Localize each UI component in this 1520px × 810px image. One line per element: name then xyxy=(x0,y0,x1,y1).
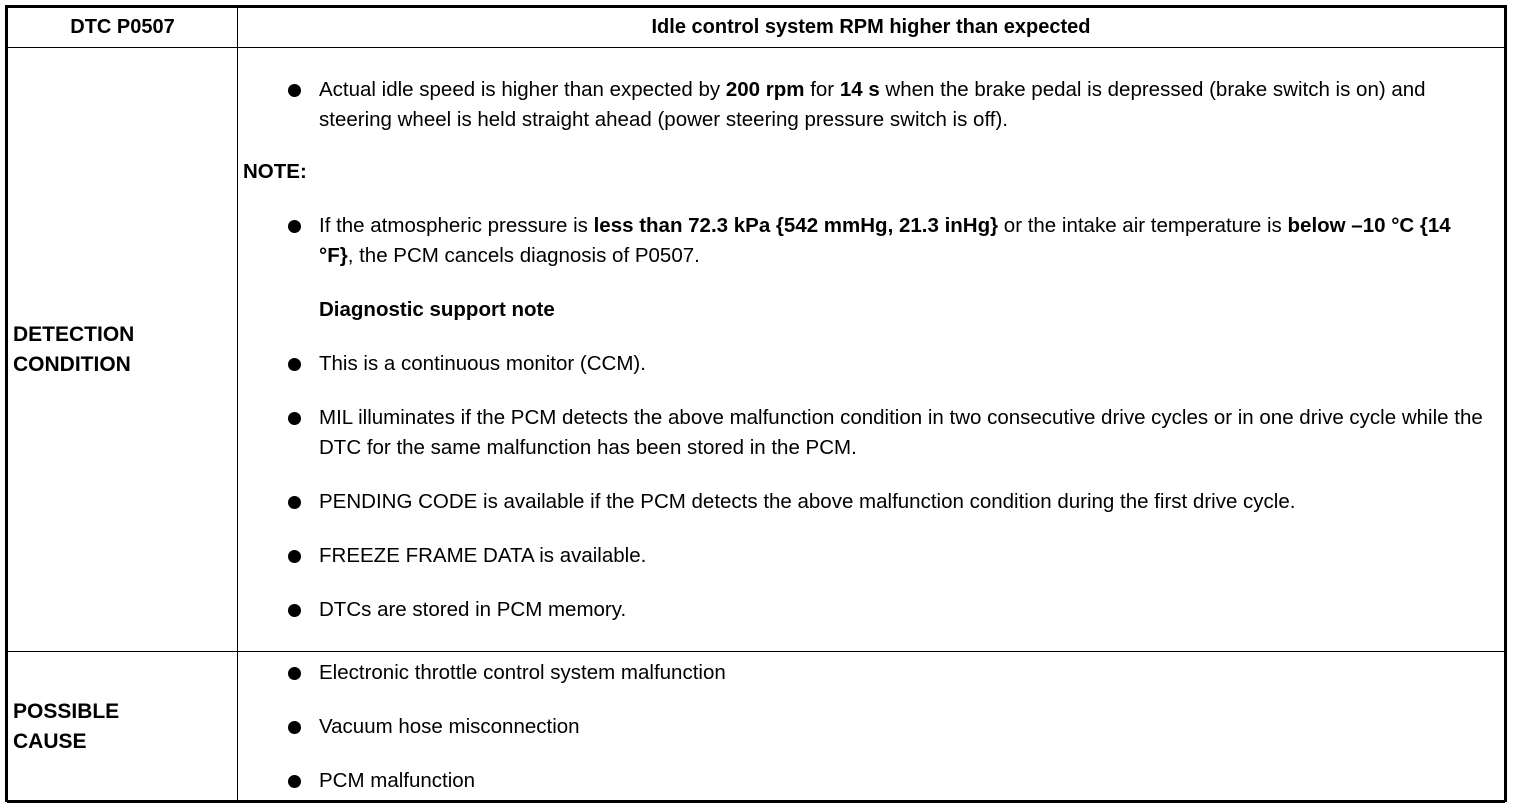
dtc-title-cell: Idle control system RPM higher than expected xyxy=(238,8,1505,48)
bullet-dot-icon xyxy=(288,604,301,617)
support-item-text: FREEZE FRAME DATA is available. xyxy=(319,543,647,567)
support-item xyxy=(243,403,1484,463)
possible-cause-label-cell xyxy=(8,652,238,803)
possible-cause-content-cell xyxy=(238,652,1505,803)
possible-cause-label-line1: POSSIBLE xyxy=(13,700,120,723)
detection-row xyxy=(8,48,1505,652)
cause-item xyxy=(243,712,1484,742)
support-item xyxy=(243,349,1484,379)
support-note-heading: Diagnostic support note xyxy=(319,297,555,321)
bold-fragment: below –10 °C {14 °F} xyxy=(319,213,1451,267)
detection-label-line1: DETECTION xyxy=(13,322,135,346)
detection-content-cell xyxy=(238,48,1505,652)
bullet-dot-icon xyxy=(288,84,301,97)
possible-cause-row xyxy=(8,652,1505,803)
header-row xyxy=(8,8,1505,48)
cause-item xyxy=(243,766,1484,796)
cause-item-text: PCM malfunction xyxy=(319,769,476,792)
support-item-text: MIL illuminates if the PCM detects the above malfunction condition in two consecutive drive cycles or in one drive cycle while the DTC for the same malfunction has been stored in the PCM. xyxy=(319,405,1483,459)
note-label: NOTE: xyxy=(243,159,307,183)
dtc-table-frame xyxy=(5,5,1507,802)
bullet-dot-icon xyxy=(288,412,301,425)
support-item-text: DTCs are stored in PCM memory. xyxy=(319,597,627,621)
text-fragment: when the brake pedal is depressed (brake switch is on) and steering wheel is held straight ahead (power steering pressure switch is off). xyxy=(319,77,1426,131)
bold-fragment: 200 rpm xyxy=(725,77,805,101)
detection-bullet-1 xyxy=(243,75,1484,135)
bullet-dot-icon xyxy=(288,220,301,233)
support-item xyxy=(243,487,1484,517)
bullet-dot-icon xyxy=(288,721,301,734)
bullet-dot-icon xyxy=(288,550,301,563)
bold-fragment: less than 72.3 kPa {542 mmHg, 21.3 inHg} xyxy=(593,213,999,237)
dtc-code-cell: DTC P0507 xyxy=(8,8,238,48)
text-fragment: or the intake air temperature is xyxy=(998,213,1288,237)
text-fragment: If the atmospheric pressure is xyxy=(319,213,594,237)
dtc-table xyxy=(7,7,1505,803)
cause-item xyxy=(243,658,1484,688)
detection-bullet-2 xyxy=(243,211,1484,271)
detection-label-line2: CONDITION xyxy=(13,352,131,376)
detection-label-cell xyxy=(8,48,238,652)
support-item-text: PENDING CODE is available if the PCM detects the above malfunction condition during the first drive cycle. xyxy=(319,489,1296,513)
support-item-text: This is a continuous monitor (CCM). xyxy=(319,351,646,375)
bold-fragment: 14 s xyxy=(839,77,880,101)
bullet-dot-icon xyxy=(288,775,301,788)
support-item xyxy=(243,541,1484,571)
bullet-dot-icon xyxy=(288,358,301,371)
possible-cause-label-line2: CAUSE xyxy=(13,730,87,753)
bullet-dot-icon xyxy=(288,496,301,509)
bullet-dot-icon xyxy=(288,667,301,680)
cause-item-text: Electronic throttle control system malfunction xyxy=(319,661,726,684)
cause-item-text: Vacuum hose misconnection xyxy=(319,715,580,738)
support-item xyxy=(243,595,1484,625)
text-fragment: , the PCM cancels diagnosis of P0507. xyxy=(347,243,700,267)
text-fragment: for xyxy=(804,77,840,101)
text-fragment: Actual idle speed is higher than expected by xyxy=(319,77,726,101)
